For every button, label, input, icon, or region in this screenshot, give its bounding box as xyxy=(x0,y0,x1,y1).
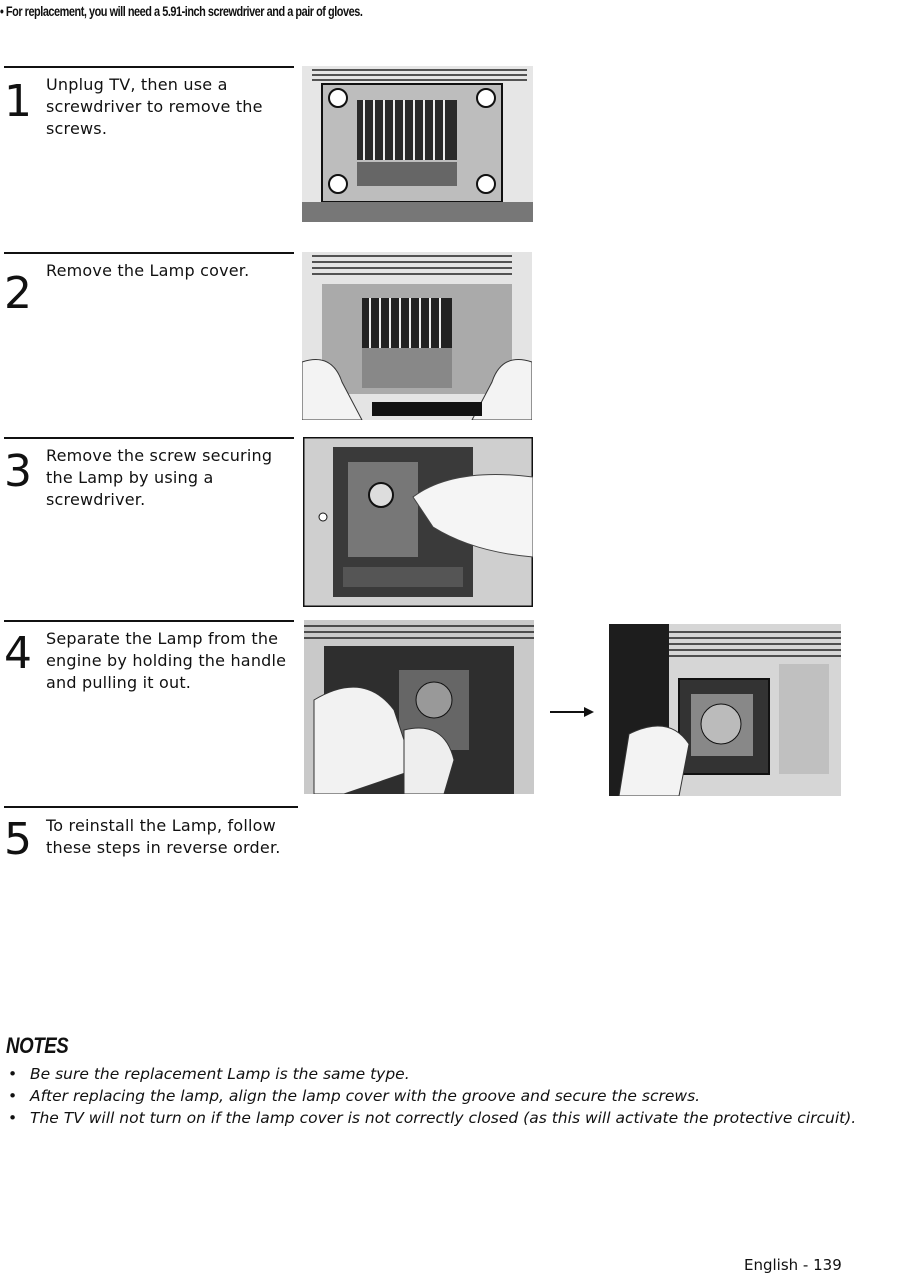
step-number: 4 xyxy=(4,628,32,679)
note-item: • After replacing the lamp, align the lamp cover with the groove and secure the screws. xyxy=(8,1087,701,1105)
note-text: After replacing the lamp, align the lamp cover with the groove and secure the screws. xyxy=(30,1087,701,1105)
step-photo-lamp-screw xyxy=(303,437,533,607)
intro-note: • For replacement, you will need a 5.91-inch screwdriver and a pair of gloves. xyxy=(0,3,363,19)
notes-title: NOTES xyxy=(6,1033,69,1058)
step-text: To reinstall the Lamp, follow these steps in reverse order. xyxy=(46,816,281,857)
note-text: Be sure the replacement Lamp is the same type. xyxy=(30,1065,410,1083)
step-text: Separate the Lamp from the engine by holding the handle and pulling it out. xyxy=(46,629,287,692)
notes-list xyxy=(8,1063,868,1129)
step-number: 5 xyxy=(4,814,32,865)
note-text: The TV will not turn on if the lamp cover is not correctly closed (as this will activate the protective circuit). xyxy=(30,1109,857,1127)
step-divider xyxy=(4,806,298,808)
step-text: Remove the Lamp cover. xyxy=(46,261,250,280)
step-photo-lamp-remove xyxy=(304,620,534,794)
step-number: 3 xyxy=(4,446,32,497)
step-text: Unplug TV, then use a screwdriver to remove the screws. xyxy=(46,75,263,138)
step-photo-lamp-out xyxy=(609,624,841,796)
arrow-right-icon xyxy=(550,706,594,718)
step-divider xyxy=(4,252,294,254)
step-divider xyxy=(4,66,294,68)
step-photo-screws xyxy=(302,66,533,222)
step-divider xyxy=(4,437,294,439)
step-number: 2 xyxy=(4,268,32,319)
step-photo-cover xyxy=(302,252,532,420)
step-divider xyxy=(4,620,294,622)
note-item: • The TV will not turn on if the lamp cover is not correctly closed (as this will activate the protective circuit). xyxy=(8,1109,857,1127)
note-item: • Be sure the replacement Lamp is the same type. xyxy=(8,1065,410,1083)
page-number: English - 139 xyxy=(744,1256,842,1274)
step-text: Remove the screw securing the Lamp by using a screwdriver. xyxy=(46,446,273,509)
step-number: 1 xyxy=(4,76,32,127)
